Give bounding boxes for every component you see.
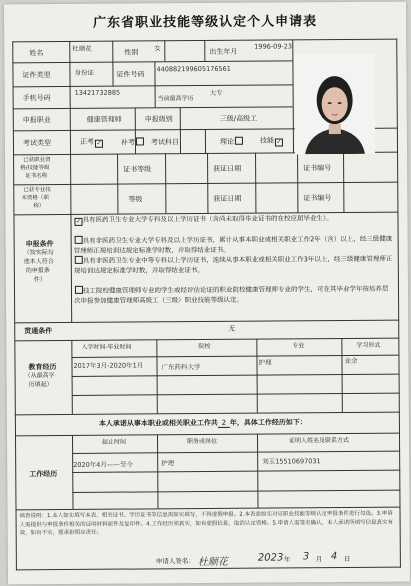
signature-day-unit: 日 — [343, 555, 351, 564]
work-header-time: 起止时间 — [102, 438, 127, 446]
education-header-form: 学习形式 — [356, 341, 381, 349]
education-header-school: 院校 — [198, 342, 211, 351]
cert-row1-label-1: 已获职业资 — [23, 157, 51, 164]
work-row-contact: 刘玉15510697031 — [262, 457, 321, 466]
cert-no-label-2: 证书编号 — [303, 194, 332, 203]
form-notes: 填表说明：1.本人如实填写本表，相关证书、学历证书等信息需如实填写，不得虚假申报。2.本表需如实对应职业技能等级认定申报条件进行勾选。3.申请人需提供与申报条件相关的证明材料原件及复印件。4.工作经历须真实，如有虚假信息，取消认定资格。5.申请人需签名确认，本人承诺所填写信息真实有效，如有不实，愿承担相应责任。 — [19, 510, 394, 537]
signature-year: 2023 — [257, 552, 284, 564]
conditions-label-3: 选本人符合 — [23, 258, 54, 266]
education-label-1: 教育经历 — [28, 363, 57, 372]
issue-date-label-1: 获证日期 — [213, 164, 242, 173]
level-label-2: 等级 — [128, 195, 143, 204]
idno-value: 440882199605176561 — [156, 64, 231, 74]
condition-1-checkbox[interactable]: ✓ — [75, 217, 82, 225]
condition-4-checkbox[interactable] — [75, 286, 83, 294]
signature-name: 杜顺花 — [197, 556, 228, 569]
level-label: 申报级别 — [144, 115, 173, 124]
birth-value: 1996-09-23 — [254, 42, 293, 51]
work-statement: 本人承诺从事本职业或相关职业工作共 2 年，具体工作经历如下： — [98, 418, 307, 428]
theory-option[interactable]: 理论 — [220, 137, 243, 146]
idtype-value: 身份证 — [74, 68, 94, 77]
table-grid — [4, 2, 406, 5]
job-value: 健康管理师 — [86, 115, 122, 124]
honesty-label: 贯通条件 — [24, 327, 53, 336]
exam-type-label: 考试类型 — [22, 139, 51, 148]
cert-row2-label-1: 已获专业技 — [23, 187, 51, 194]
condition-item-4[interactable]: 技工院校健康管理师专业的学生或经评估论证的职业院校健康管理师专业的学生，可在其毕业学年按培养层次申报参加健康管理师高级工（三级）职业技能等级认定。 — [74, 284, 389, 305]
cert-row1-label-3: 证书名称 — [25, 173, 48, 180]
job-label: 申报职业 — [22, 116, 51, 125]
work-header-contact: 证明人姓名及联系方式 — [289, 437, 350, 445]
exam-makeup-checkbox[interactable] — [136, 137, 144, 145]
cert-level-label: 证书等级 — [123, 165, 152, 174]
signature-year-unit: 年 — [283, 555, 291, 564]
condition-3-checkbox[interactable] — [75, 256, 83, 264]
edu-value: 大专 — [209, 88, 223, 97]
work-row-time: 2020年4月——至今 — [73, 460, 133, 469]
theory-checkbox[interactable] — [235, 137, 243, 145]
name-label: 姓名 — [29, 49, 44, 58]
skill-checkbox[interactable]: ✓ — [276, 138, 282, 146]
name-value: 杜顺花 — [72, 44, 92, 53]
phone-value: 13421732885 — [74, 88, 121, 97]
conditions-label-4: 的申报条 — [25, 267, 50, 275]
birth-label: 出生年月 — [209, 47, 238, 56]
work-header-job: 职务或岗位 — [187, 437, 218, 446]
education-row-school: 广东药科大学 — [161, 363, 201, 372]
education-header-major: 专业 — [292, 342, 305, 350]
education-row-form: 业余 — [344, 356, 358, 366]
condition-item-3[interactable]: 具有非医药卫生专业中等专科以上学历证书，连续从事本职业或相关职业工作3年以上，经三级健康管理师正规培训达规定标准学时数，并取得结业证书。 — [73, 254, 393, 275]
honesty-value: 无 — [228, 324, 236, 333]
work-label: 工作经历 — [29, 470, 58, 479]
work-row-job: 护理 — [161, 459, 175, 468]
exam-subject-label: 考试科目 — [150, 138, 179, 147]
exam-makeup-option[interactable]: 补考 — [121, 137, 144, 146]
education-header-time: 入学时间-毕业时间 — [81, 343, 132, 351]
signature-label: 申请人签名： — [155, 557, 195, 566]
gender-value: 女 — [154, 44, 161, 53]
issue-date-label-2: 获证日期 — [213, 194, 242, 203]
conditions-label-1: 申报条件 — [25, 240, 54, 249]
gender-label: 性别 — [124, 48, 139, 57]
condition-2-checkbox[interactable] — [75, 236, 83, 244]
education-row-time: 2017年3月-2020年1月 — [73, 361, 144, 370]
cert-no-label-1: 证书编号 — [303, 164, 332, 173]
applicant-photo — [294, 54, 375, 155]
exam-normal-option[interactable]: 正考 ✓ — [79, 137, 102, 147]
conditions-label-2: （按实际勾 — [23, 249, 54, 257]
cert-row2-label-2: 术资格（职 — [21, 195, 49, 202]
signature-day: 4 — [330, 551, 338, 563]
skill-option[interactable]: 技能 ✓ — [259, 136, 282, 146]
level-value: 三级/高级工 — [219, 114, 258, 123]
condition-item-1[interactable]: ✓具有医药卫生专业大学专科及以上学历证书（含尚未取得毕业证书的在校应届毕业生）。 — [75, 214, 333, 225]
education-label-2: （从最高学 — [24, 372, 55, 380]
form-title: 广东省职业技能等级认定个人申请表 — [93, 14, 318, 31]
edu-label: 当前最高学历 — [157, 95, 194, 103]
exam-normal-checkbox[interactable]: ✓ — [96, 139, 102, 147]
education-label-3: 历填起） — [28, 381, 53, 389]
signature-month: 3 — [302, 551, 310, 563]
education-row-major: 护理 — [258, 358, 272, 367]
condition-item-2[interactable]: 具有非医药卫生专业大学专科及以上学历证书，累计从事本职业或相关职业工作2年（含）以上，经三级健康管理师正规培训达规定标准学时数，并取得结业证书。 — [73, 234, 393, 255]
cert-row1-label-2: 格/技能等级 — [20, 165, 50, 172]
cert-row2-label-3: 称） — [33, 203, 45, 210]
application-form-sheet — [4, 2, 410, 585]
conditions-label-5: 件） — [33, 276, 46, 284]
idtype-label: 证件类型 — [22, 71, 51, 80]
phone-label: 手机号码 — [22, 94, 51, 103]
idno-label: 证件号码 — [116, 70, 145, 79]
work-years: 2 — [218, 419, 230, 428]
signature-month-unit: 月 — [315, 555, 323, 564]
